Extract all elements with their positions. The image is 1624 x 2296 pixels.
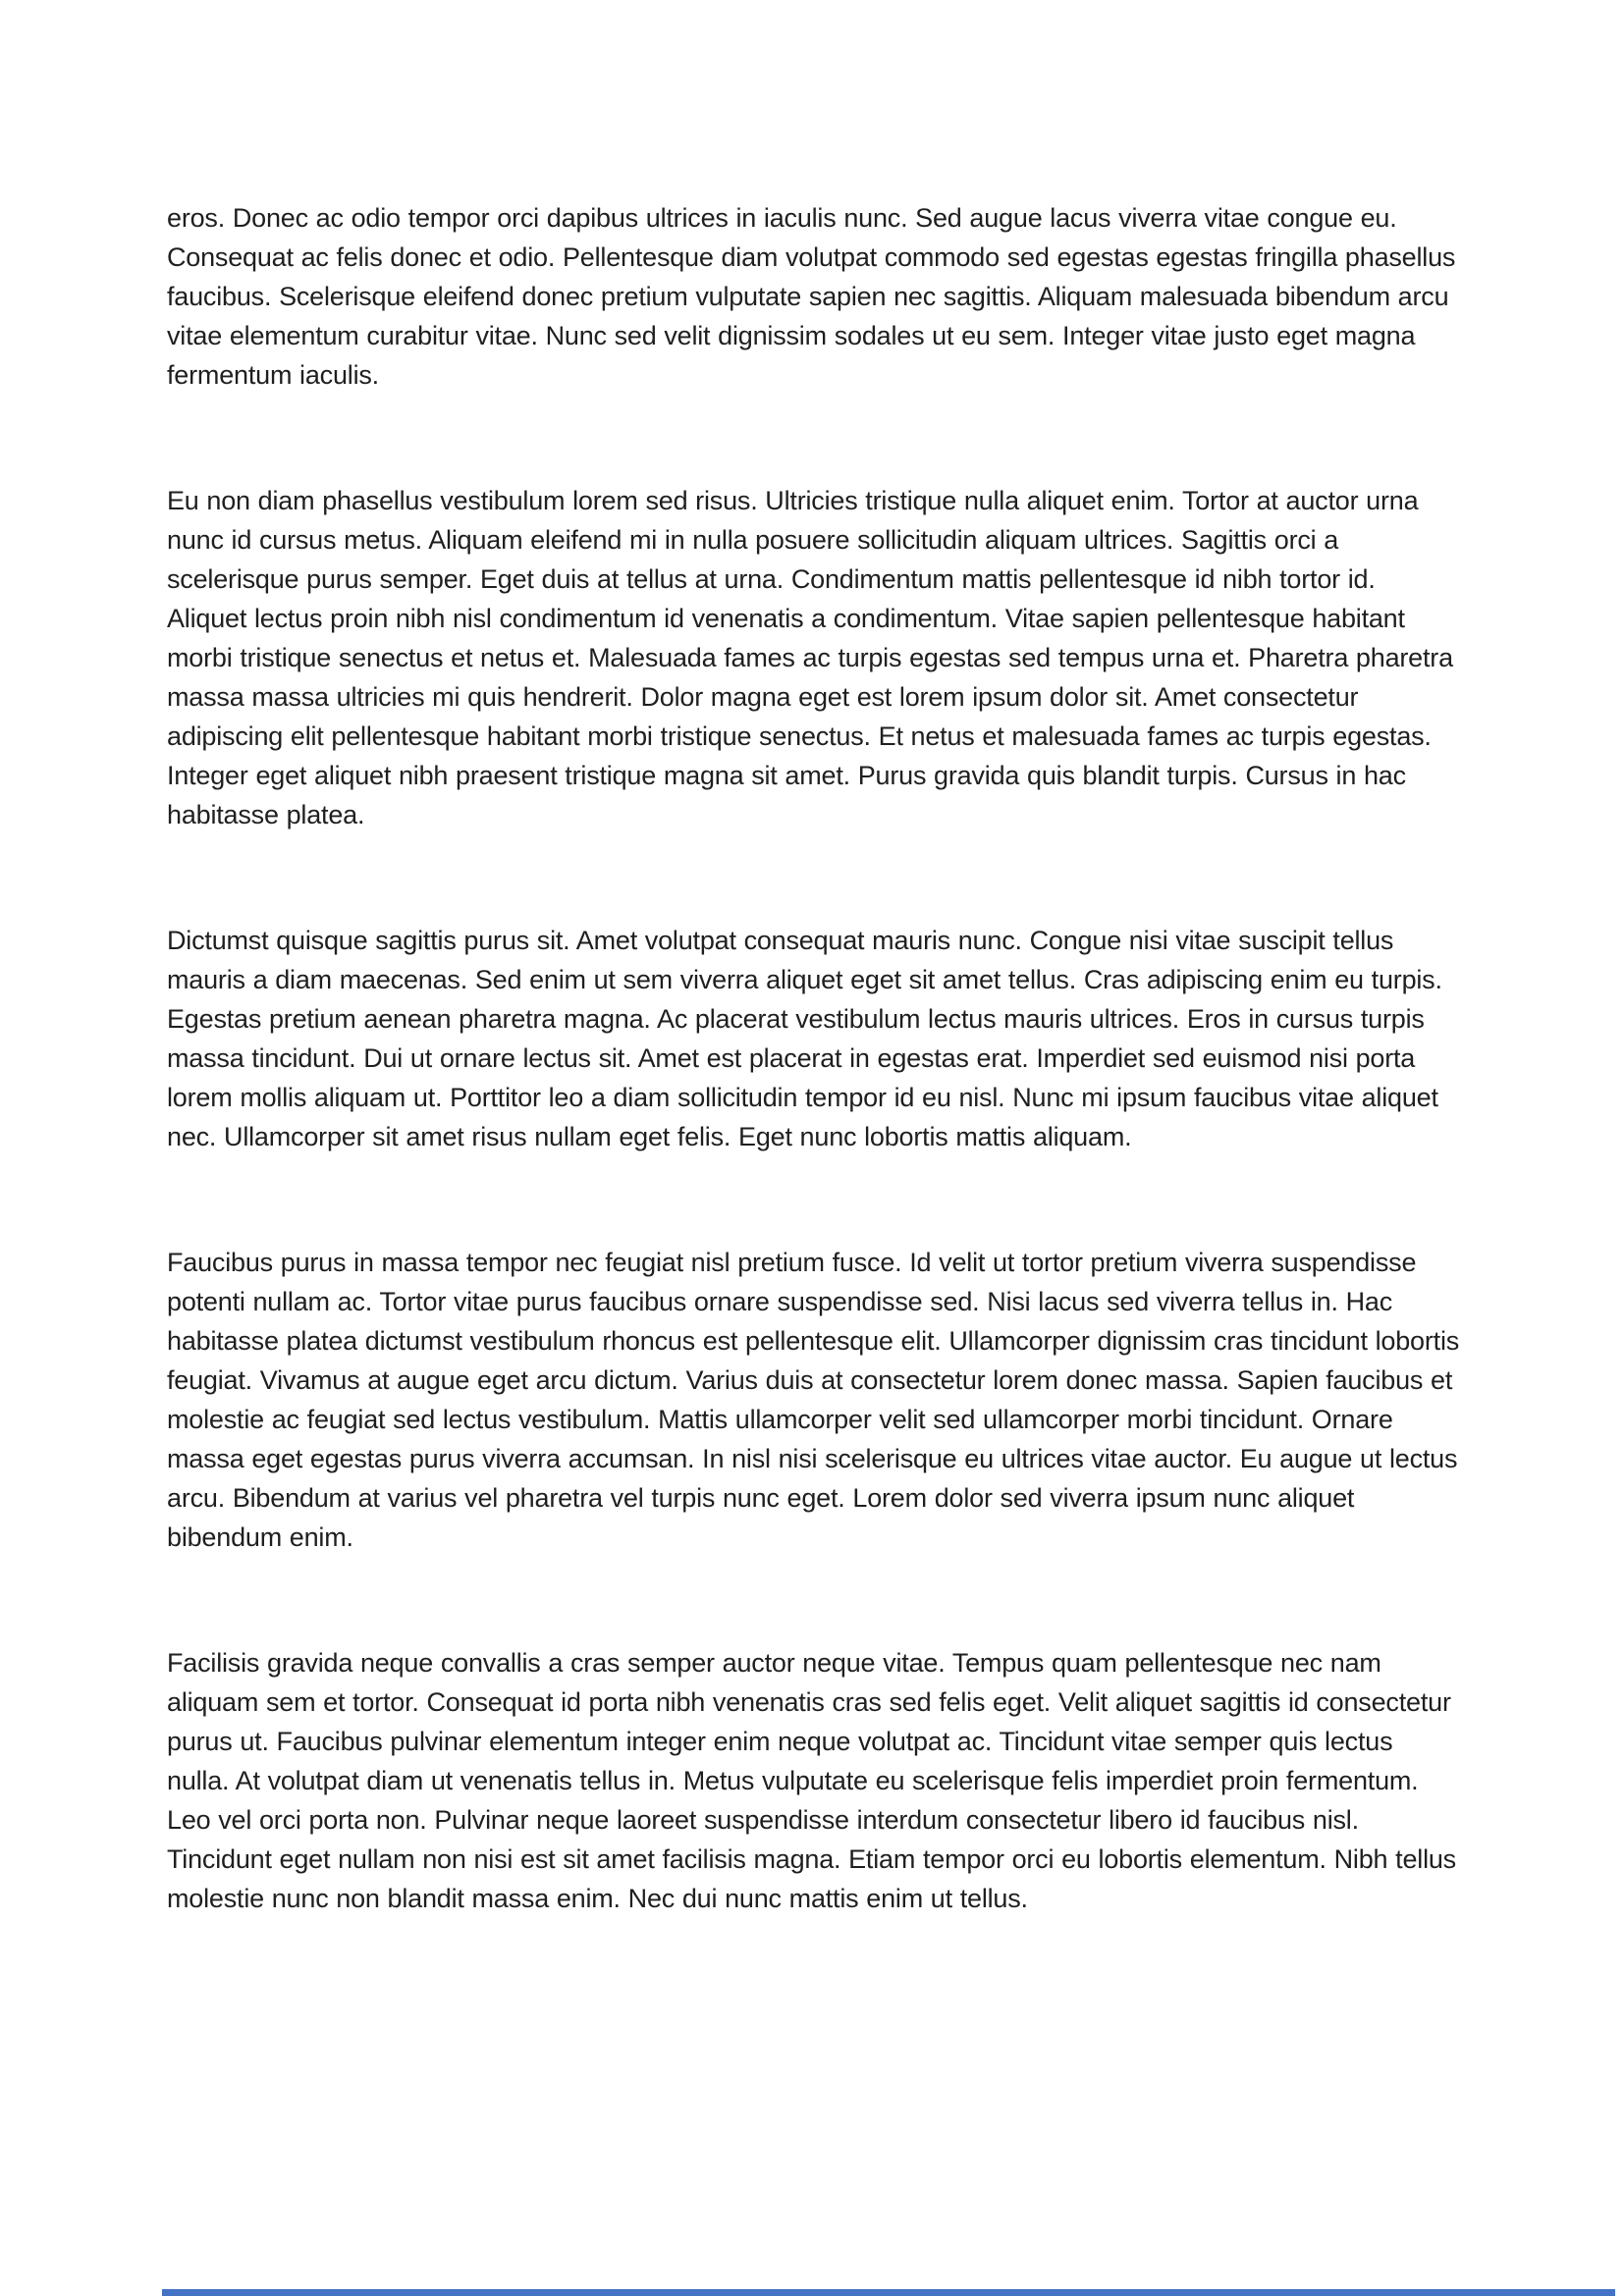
paragraph: Eu non diam phasellus vestibulum lorem sed risus. Ultricies tristique nulla aliquet enim. Tortor at auctor urna nunc id cursus metus. Aliquam eleifend mi in nulla posuere sollicitudin aliquam ultrices. Sagittis orci a scelerisque purus semper. Eget duis at tellus at urna. Condimentum mattis pellentesque id nibh tortor id. Aliquet lectus proin nibh nisl condimentum id venenatis a condimentum. Vitae sapien pellentesque habitant morbi tristique senectus et netus et. Malesuada fames ac turpis egestas sed tempus urna et. Pharetra pharetra massa massa ultricies mi quis hendrerit. Dolor magna eget est lorem ipsum dolor sit. Amet consectetur adipiscing elit pellentesque habitant morbi tristique senectus. Et netus et malesuada fames ac turpis egestas. Integer eget aliquet nibh praesent tristique magna sit amet. Purus gravida quis blandit turpis. Cursus in hac habitasse platea.: [167, 486, 1453, 829]
bottom-blue-bar: [162, 2289, 1615, 2296]
paragraph: Dictumst quisque sagittis purus sit. Amet volutpat consequat mauris nunc. Congue nisi vitae suscipit tellus mauris a diam maecenas. Sed enim ut sem viverra aliquet eget sit amet tellus. Cras adipiscing enim eu turpis. Egestas pretium aenean pharetra magna. Ac placerat vestibulum lectus mauris ultrices. Eros in cursus turpis massa tincidunt. Dui ut ornare lectus sit. Amet est placerat in egestas erat. Imperdiet sed euismod nisi porta lorem mollis aliquam ut. Porttitor leo a diam sollicitudin tempor id eu nisl. Nunc mi ipsum faucibus vitae aliquet nec. Ullamcorper sit amet risus nullam eget felis. Eget nunc lobortis mattis aliquam.: [167, 926, 1442, 1151]
document-text-content: [167, 198, 1461, 2004]
paragraph: Facilisis gravida neque convallis a cras semper auctor neque vitae. Tempus quam pellentesque nec nam aliquam sem et tortor. Consequat id porta nibh venenatis cras sed felis eget. Velit aliquet sagittis id consectetur purus ut. Faucibus pulvinar elementum integer enim neque volutpat ac. Tincidunt vitae semper quis lectus nulla. At volutpat diam ut venenatis tellus in. Metus vulputate eu scelerisque felis imperdiet proin fermentum. Leo vel orci porta non. Pulvinar neque laoreet suspendisse interdum consectetur libero id faucibus nisl. Tincidunt eget nullam non nisi est sit amet facilisis magna. Etiam tempor orci eu lobortis elementum. Nibh tellus molestie nunc non blandit massa enim. Nec dui nunc mattis enim ut tellus.: [167, 1648, 1456, 1913]
paragraph: eros. Donec ac odio tempor orci dapibus ultrices in iaculis nunc. Sed augue lacus viverra vitae congue eu. Consequat ac felis donec et odio. Pellentesque diam volutpat commodo sed egestas egestas fringilla phasellus faucibus. Scelerisque eleifend donec pretium vulputate sapien nec sagittis. Aliquam malesuada bibendum arcu vitae elementum curabitur vitae. Nunc sed velit dignissim sodales ut eu sem. Integer vitae justo eget magna fermentum iaculis.: [167, 203, 1456, 390]
paragraph: Faucibus purus in massa tempor nec feugiat nisl pretium fusce. Id velit ut tortor pretium viverra suspendisse potenti nullam ac. Tortor vitae purus faucibus ornare suspendisse sed. Nisi lacus sed viverra tellus in. Hac habitasse platea dictumst vestibulum rhoncus est pellentesque elit. Ullamcorper dignissim cras tincidunt lobortis feugiat. Vivamus at augue eget arcu dictum. Varius duis at consectetur lorem donec massa. Sapien faucibus et molestie ac feugiat sed lectus vestibulum. Mattis ullamcorper velit sed ullamcorper morbi tincidunt. Ornare massa eget egestas purus viverra accumsan. In nisl nisi scelerisque eu ultrices vitae auctor. Eu augue ut lectus arcu. Bibendum at varius vel pharetra vel turpis nunc eget. Lorem dolor sed viverra ipsum nunc aliquet bibendum enim.: [167, 1248, 1460, 1552]
